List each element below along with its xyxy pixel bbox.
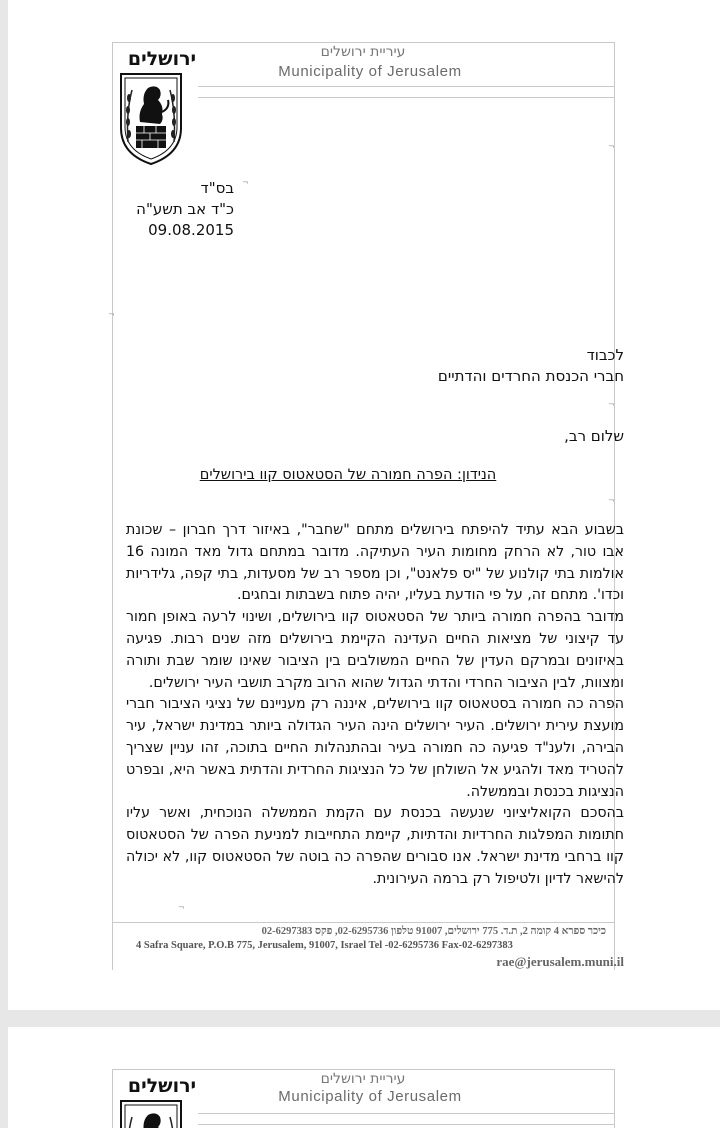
- letter-page-2: [8, 1027, 720, 1128]
- letter-page-1: [8, 0, 720, 1010]
- format-mark-icon: ¬: [608, 496, 615, 505]
- addressee-line-2: חברי הכנסת החרדים והדתיים: [437, 367, 624, 385]
- header-rule: [198, 86, 615, 87]
- format-mark-icon: ¬: [608, 400, 615, 409]
- body-paragraph-3: הפרה כה חמורה בסטאטוס קוו בירושלים, איננה רק מעניינם של נציגי הציבור חברי מועצת עירית ירושלים. העיר ירושלים הינה העיר הגדולה ביותר במדינת ישראל, עיר הבירה, ולענ"ד פגיעה כה חמורה בעיר ובהתנהלות החיים בתוכה, זהו עניין שצריך להטריד מאד ולהגיע אל השולחן של כל הנציגות החרדית והדתית באשר היא, ובפרט הנציגות בכנסת ובממשלה.: [126, 696, 624, 800]
- body-paragraph-1: בשבוע הבא עתיד להיפתח בירושלים מתחם "שחבר", באיזור דרך חברון – שכונת אבו טור, לא הרחק מחומות העיר העתיקה. מדובר במתחם גדול מאד המונה 16 אולמות בתי קולנוע של "יס פלאנט", וכן מספר רב של מסעדות, בתי קפה, גלידריות וכדו'. מתחם זה, על פי הודעת בעליו, יהיה פתוח בשבתות ובחגים.: [126, 522, 624, 604]
- format-mark-icon: ¬: [608, 142, 615, 151]
- header-english-org: Municipality of Jerusalem: [278, 1088, 462, 1105]
- format-mark-icon: ¬: [242, 178, 249, 187]
- footer-email: rae@jerusalem.muni.il: [496, 954, 624, 969]
- body-paragraph-4: בהסכם הקואליציוני שנעשה בכנסת עם הקמת הממשלה הנוכחית, ואשר עליו חתומות המפלגות החרדיות והדתיות, קיימת התחייבות למניעת הפרה של הסטאטוס קוו ברחבי מדינת ישראל. אנו סבורים שהפרה כה בוטה של הסטאטוס קוו, לא יכולה להישאר לדיון ולטיפול רק ברמה העירונית.: [126, 805, 624, 887]
- city-name-logo: ירושלים: [127, 1075, 197, 1097]
- header-english-org: Municipality of Jerusalem: [278, 63, 462, 80]
- addressee-block: [368, 345, 624, 387]
- frame-left: [112, 1069, 113, 1128]
- gregorian-date: 09.08.2015: [148, 221, 234, 239]
- bsd-label: בס"ד: [200, 179, 234, 197]
- header-rule-2: [198, 97, 615, 98]
- addressee-line-1: לכבוד: [586, 346, 624, 364]
- header-rule: [198, 1113, 615, 1114]
- footer-rule: [112, 922, 615, 923]
- jerusalem-emblem-icon: [118, 1099, 184, 1128]
- header-hebrew-org: עיריית ירושלים: [320, 1071, 406, 1087]
- footer-hebrew-address: כיכר ספרא 4 קומה 2, ת.ד. 775 ירושלים, 91007 טלפון 02-6295736, פקס 02-6297383: [261, 926, 606, 937]
- frame-top: [112, 42, 615, 43]
- city-name-logo: ירושלים: [127, 48, 197, 70]
- header-hebrew-org: עיריית ירושלים: [320, 44, 406, 60]
- header-rule-2: [198, 1124, 615, 1125]
- jerusalem-emblem-icon: [118, 72, 184, 166]
- body-paragraph-2: מדובר בהפרה חמורה ביותר של הסטאטוס קוו בירושלים, ושינוי לרעה באופן חמור עד קיצוני של מציאות החיים העדינה הקיימת בירושלים מזה שנים רבות. פגיעה באיזונים ובמרקם העדין של החיים המשולבים בין הציבור שאינו שומר שבת ותורה ומצוות, לבין הציבור החרדי והדתי הגדול שהוא הרוב מקרב תושבי העיר ירושלים.: [126, 609, 624, 691]
- letter-body: [126, 520, 624, 891]
- subject-line: הנידון: הפרה חמורה של הסטאטוס קוו בירושלים: [199, 467, 497, 483]
- hebrew-date: כ"ד אב תשע"ה: [136, 200, 234, 218]
- frame-top: [112, 1069, 615, 1070]
- format-mark-icon: ¬: [178, 903, 185, 912]
- greeting: שלום רב,: [564, 427, 624, 445]
- format-mark-icon: ¬: [108, 310, 115, 319]
- frame-right: [614, 1069, 615, 1128]
- date-block: [104, 178, 234, 241]
- footer-english-address: 4 Safra Square, P.O.B 775, Jerusalem, 91007, Israel Tel -02-6295736 Fax-02-6297383: [136, 940, 513, 951]
